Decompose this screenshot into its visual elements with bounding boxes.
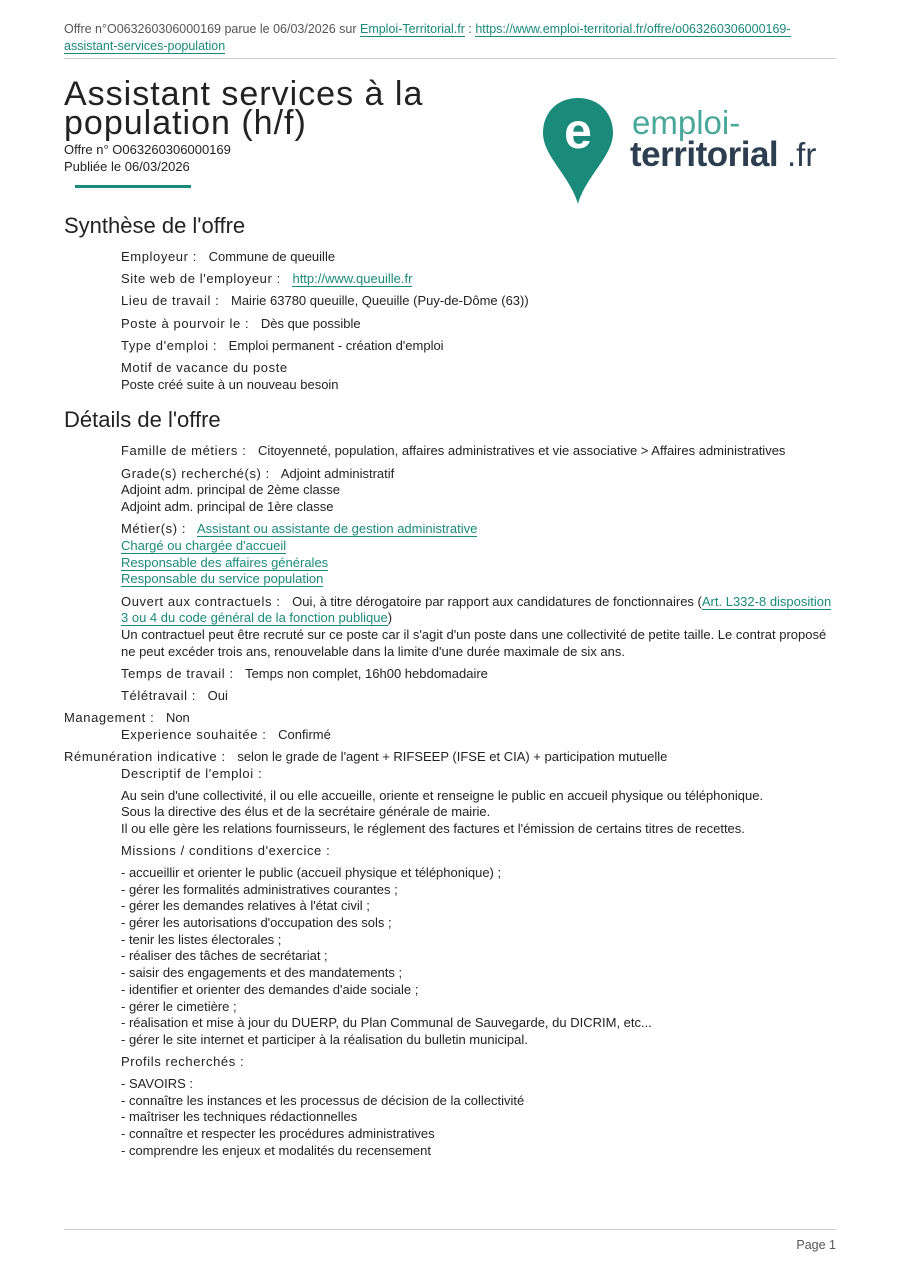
metier-link[interactable]: Responsable des affaires générales	[121, 554, 329, 570]
employer-website-link[interactable]: http://www.queuille.fr	[292, 271, 413, 287]
list-item: - connaître les instances et les processus de décision de la collectivité	[121, 1092, 525, 1108]
line: Au sein d'une collectivité, il ou elle accueille, oriente et renseigne le public en accueil physique ou téléphonique.	[121, 787, 764, 803]
details-heading: Détails de l'offre	[64, 407, 221, 433]
label: Rémunération indicative :	[64, 749, 226, 765]
label: Profils recherchés :	[121, 1054, 245, 1070]
list-item: - gérer les demandes relatives à l'état civil ;	[121, 898, 370, 914]
label: Temps de travail :	[121, 665, 234, 681]
value: Adjoint adm. principal de 1ère classe	[121, 499, 334, 515]
label: Missions / conditions d'exercice :	[121, 843, 331, 859]
metier-link[interactable]: Responsable du service population	[121, 571, 324, 587]
line: Il ou elle gère les relations fournisseurs, le réglement des factures et l'émission de certains titres de recettes.	[121, 820, 745, 836]
source-text: Offre n°O063260306000169 parue le 06/03/2026 sur	[64, 22, 357, 36]
value: Adjoint adm. principal de 2ème classe	[121, 482, 340, 498]
value: Emploi permanent - création d'emploi	[228, 337, 444, 353]
list-item: - SAVOIRS :	[121, 1075, 193, 1091]
synthese-heading: Synthèse de l'offre	[64, 213, 246, 238]
svg-text:.fr: .fr	[787, 136, 817, 173]
paren: )	[387, 610, 393, 626]
metiers	[64, 521, 836, 588]
label: Lieu de travail :	[121, 293, 220, 309]
value: Mairie 63780 queuille, Queuille (Puy-de-Dôme (63))	[231, 293, 529, 309]
value: Poste créé suite à un nouveau besoin	[121, 376, 339, 392]
label: Télétravail :	[121, 688, 196, 704]
page-footer	[64, 1229, 836, 1254]
list-item: - gérer les autorisations d'occupation des sols ;	[121, 915, 392, 930]
contract-note: Un contractuel peut être recruté sur ce poste car il s'agit d'un poste dans une collectivité de petite taille. Le contrat proposé ne peut excéder trois ans, renouvelable dans la limite d'une durée maximale de six ans.	[121, 626, 827, 659]
value: Oui	[207, 688, 228, 704]
title-line-2: population (h/f)	[64, 104, 307, 142]
legal-article-link[interactable]: Art. L332-8 disposition 3 ou 4 du code général de la fonction publique	[121, 593, 832, 626]
list-item: - comprendre les enjeux et modalités du recensement	[121, 1142, 431, 1158]
page-number: Page 1	[796, 1238, 836, 1252]
title-line-1: Assistant services à la	[64, 75, 424, 113]
label: Experience souhaitée :	[121, 726, 267, 742]
list-item: - tenir les listes électorales ;	[121, 931, 282, 947]
label: Type d'emploi :	[121, 337, 218, 353]
motif-vacance	[64, 360, 836, 393]
list-item: - maîtriser les techniques rédactionnelles	[121, 1109, 358, 1125]
value: Oui, à titre dérogatoire par rapport aux candidatures de fonctionnaires (	[292, 593, 702, 609]
published-date: Publiée le 06/03/2026	[64, 159, 190, 174]
label: Ouvert aux contractuels :	[121, 593, 281, 609]
label: Management :	[64, 710, 155, 726]
grades	[64, 466, 836, 516]
page-title	[64, 75, 424, 142]
value: Commune de queuille	[208, 249, 336, 264]
famille-metiers	[64, 443, 836, 460]
list-item: - gérer le site internet et participer à la réalisation du bulletin municipal.	[121, 1031, 528, 1047]
type-emploi	[64, 338, 836, 355]
employeur	[64, 249, 836, 266]
value: Temps non complet, 16h00 hebdomadaire	[245, 665, 488, 681]
ouvert-contractuels	[64, 594, 836, 661]
site-link[interactable]: Emploi-Territorial.fr	[359, 22, 465, 36]
label: Employeur :	[121, 249, 197, 264]
offer-meta	[64, 141, 231, 175]
list-item: - saisir des engagements et des mandatements ;	[121, 965, 403, 981]
label: Motif de vacance du poste	[121, 360, 288, 376]
label: Famille de métiers :	[121, 443, 247, 459]
emploi-territorial-logo	[540, 96, 830, 206]
value: Confirmé	[278, 726, 331, 742]
profils	[64, 1054, 836, 1159]
svg-text:territorial: territorial	[630, 135, 779, 174]
source-header	[64, 21, 836, 59]
label: Grade(s) recherché(s) :	[121, 465, 270, 481]
offer-number: Offre n° O063260306000169	[64, 142, 231, 157]
lieu-travail	[64, 293, 836, 310]
metier-link[interactable]: Assistant ou assistante de gestion administrative	[197, 521, 478, 537]
label: Poste à pourvoir le :	[121, 315, 250, 331]
list-item: - réaliser des tâches de secrétariat ;	[121, 948, 328, 964]
svg-text:e: e	[564, 103, 592, 159]
label: Site web de l'employeur :	[121, 271, 281, 287]
list-item: - identifier et orienter des demandes d'aide sociale ;	[121, 981, 419, 997]
value: Adjoint administratif	[280, 465, 395, 481]
svg-text:emploi-: emploi-	[632, 104, 741, 141]
list-item: - accueillir et orienter le public (accueil physique et téléphonique) ;	[121, 864, 502, 880]
metier-link[interactable]: Chargé ou chargée d'accueil	[121, 537, 287, 553]
label: Métier(s) :	[121, 521, 187, 537]
title-underline	[75, 185, 191, 188]
list-item: - gérer les formalités administratives courantes ;	[121, 881, 398, 897]
list-item: - connaître et respecter les procédures administratives	[121, 1125, 435, 1141]
value: Citoyenneté, population, affaires administratives et vie associative > Affaires administratives	[258, 443, 786, 459]
value: Dès que possible	[260, 315, 361, 331]
site-web	[64, 271, 836, 288]
line: Sous la directive des élus et de la secrétaire générale de mairie.	[121, 804, 491, 820]
remuneration	[64, 749, 836, 766]
list-item: - réalisation et mise à jour du DUERP, du Plan Communal de Sauvegarde, du DICRIM, etc...	[121, 1015, 652, 1031]
experience	[64, 727, 836, 744]
value: Non	[165, 710, 190, 726]
descriptif	[64, 766, 836, 838]
teletravail	[64, 688, 836, 705]
temps-travail	[64, 666, 836, 683]
value: selon le grade de l'agent + RIFSEEP (IFSE et CIA) + participation mutuelle	[237, 749, 668, 765]
offer-url-link[interactable]: https://www.emploi-territorial.fr/offre/o063260306000169-assistant-services-population	[64, 22, 791, 53]
label: Descriptif de l'emploi :	[121, 765, 263, 781]
missions	[64, 843, 836, 1048]
list-item: - gérer le cimetière ;	[121, 998, 237, 1014]
logo-pin-icon	[540, 96, 830, 206]
poste-a-pourvoir	[64, 316, 836, 333]
management	[64, 710, 836, 727]
separator: :	[468, 22, 472, 36]
